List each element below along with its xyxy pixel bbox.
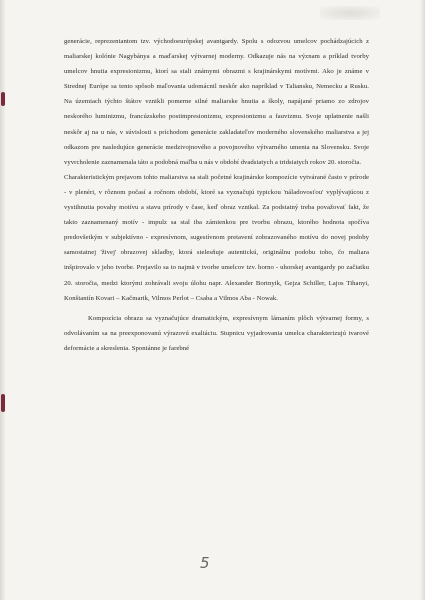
page-right-edge-shadow [420, 0, 425, 600]
paragraph-3: Kompozícia obrazu sa vyznačujúce dramatickým, expresívnym lámaním plôch výtvarnej formy, s odvolávaním sa na preexponovanú výrazovú exaltáciu. Stupnicu vyjadrovania umelca charakterizujú tvarové deformácie a skreslenia. Spontánne je farebné [64, 314, 369, 352]
page-number: 5 [200, 554, 210, 572]
paragraph-2: Charakteristickým prejavom tohto maliarstva sa stali početné krajinárske kompozície vytvárané často v prírode - v plenéri, v rôznom počasí a ročnom období, ktoré sa vyznačujú typickou 'náladovosťou' vyplývajúcou z vystihnutia povahy motívu a stavu prírody v čase, keď obraz vznikal. Za podstatný treba považovať fakt, že takto zaznamenaný motív - impulz sa stal iba zámienkou pre tvorbu obrazu, ktorého hodnota spočíva predovšetkým v subjektívno - expresívnom, sugestívnom pretavení zobrazovaného motívu do novej podoby samostatnej 'živej' obrazovej skladby, ktorá stelesňuje autentickú, originálnu podobu toho, čo maliara inšpirovalo v jeho tvorbe. Prejavilo sa to najmä v tvorbe umelcov tzv. horno - uhorskej avantgardy po začiatku 20. storočia, medzi ktorými zohrávali svoju úlohu napr. Alexander Bortnyik, Gejza Schiller, Lajos Tihanyi, Konštantín Kovari – Kačmarik, Vilmos Perlot – Csaba a Vilmos Aba - Nowak. [64, 173, 369, 302]
paper-smudge [320, 6, 380, 20]
page-left-edge-shadow [0, 0, 6, 600]
paragraph-1: generácie, reprezentantom tzv. východoeurópskej avantgardy. Spolu s odozvou umelcov pochádzajúcich z maliarskej kolónie Nagybánya a maďarskej výtvarnej moderny. Odkazuje nás na význam a príklad tvorby umelcov hnutia expresionizmu, ktorí sa stali známymi obrazmi s krajinárskymi motívmi. Ako je známe v Strednej Európe sa tento spôsob maľovania udomácnil neskôr ako napríklad v Taliansku, Nemecku a Rusku. Na územiach týchto štátov vznikli pomerne silné maliarske hnutia a školy, napájané priamo zo zdrojov neskorého luminizmu, francúzskeho postimpresionizmu, expresionizmu a fauvizmu. Svoje uplatnenie našli neskôr aj na u nás, v súvislosti s príchodom generácie zakladateľov moderného slovenského maliarstva a jej odkazom pre nasledujúce generácie medzivojnového a povojnového výtvarného umenia na Slovensku. Svoje vyvrcholenie zaznamenala táto a podobná maľba u nás v období dvadsiatych a tridsiatych rokov 20. storočia. [64, 38, 369, 166]
binding-mark-middle [1, 394, 5, 412]
binding-mark-top [1, 92, 5, 106]
body-text [64, 34, 369, 356]
